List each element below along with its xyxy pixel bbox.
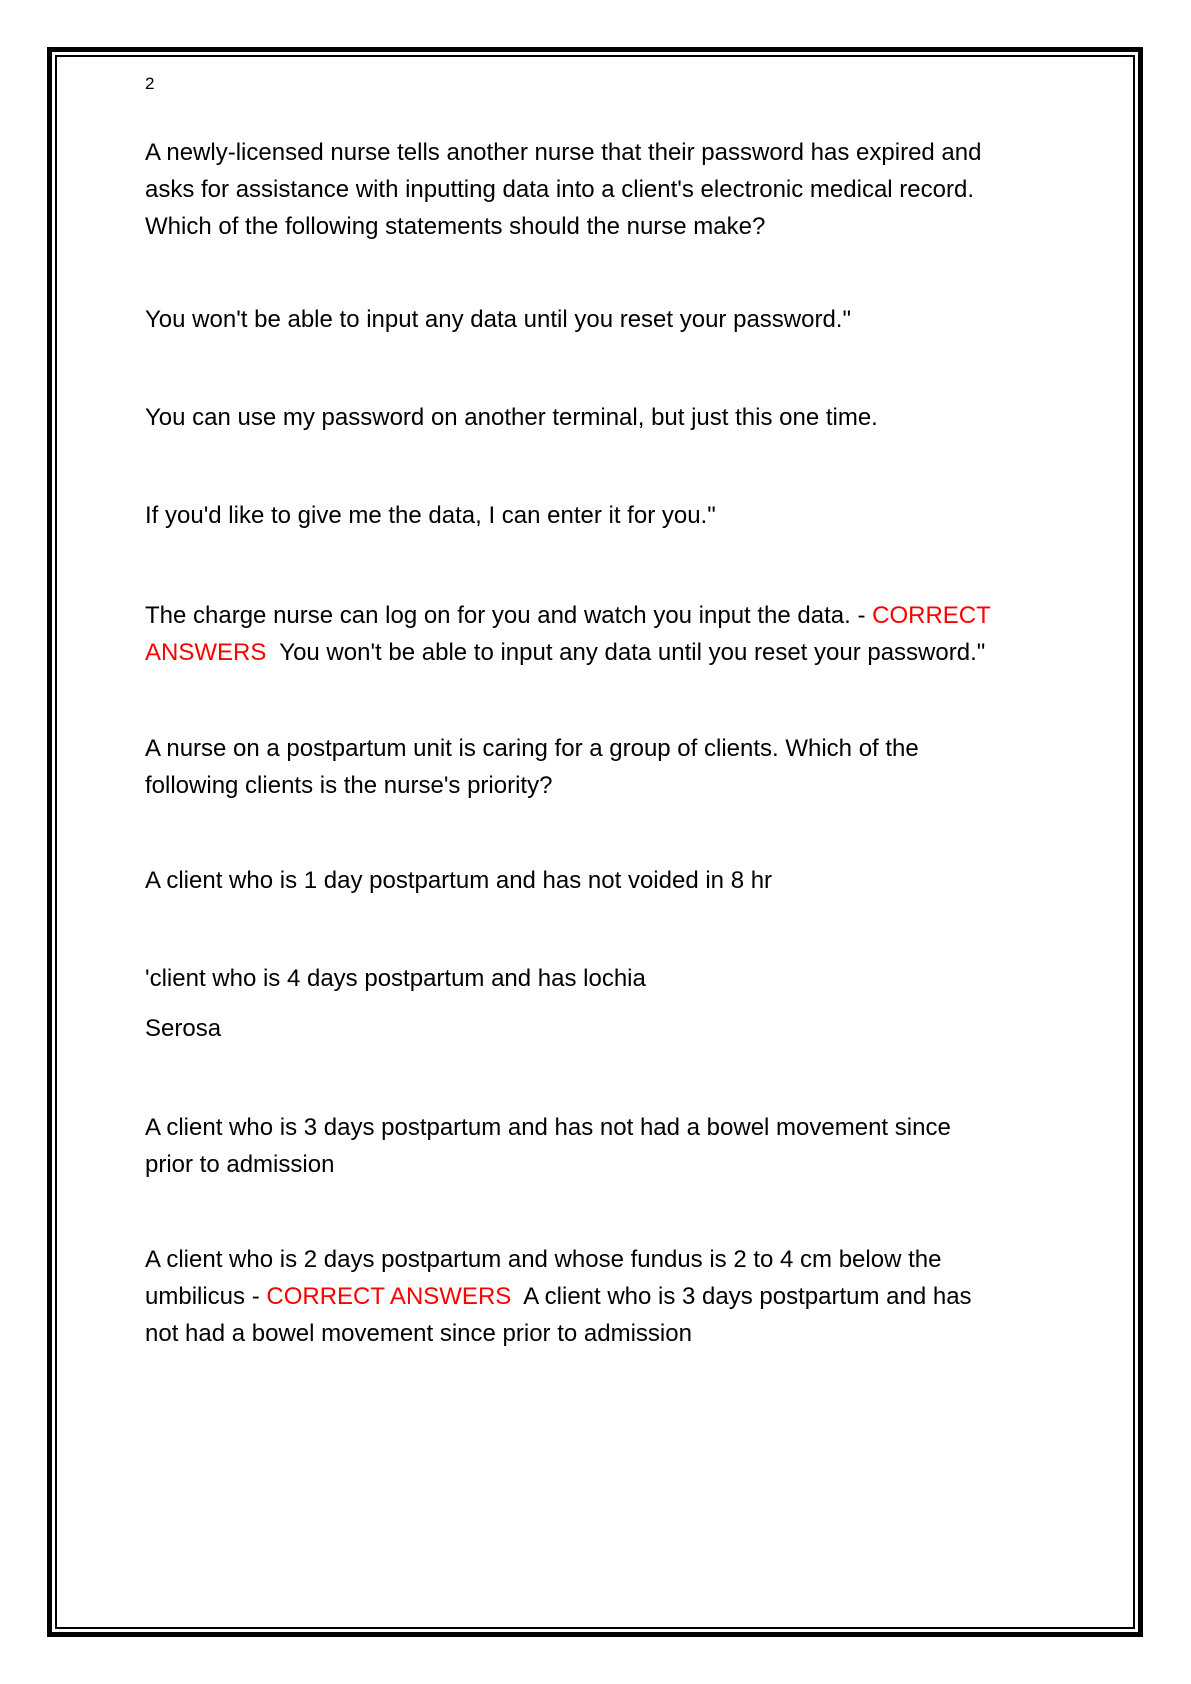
question-1-stem: A newly-licensed nurse tells another nurse that their password has expired and asks for assistance with inputting data into a client's electronic medical record. Which of the following statements should the nurse make? [145,139,982,240]
question-2-correct-label: CORRECT ANSWERS [266,1283,512,1310]
question-2-option-2-continued: Serosa [145,1015,222,1042]
page-border-inner [55,55,1135,1629]
question-2-option-4-with-answer [145,1241,1005,1352]
question-2-option-1: A client who is 1 day postpartum and has not voided in 8 hr [145,867,773,894]
question-2-option-3: A client who is 3 days postpartum and has not had a bowel movement since prior to admission [145,1114,951,1178]
question-2-option-4: A client who is 2 days postpartum and whose fundus is 2 to 4 cm below the umbilicus - [145,1246,942,1310]
question-1-option-1: You won't be able to input any data until you reset your password." [145,306,851,333]
question-2-option-2: 'client who is 4 days postpartum and has lochia [145,965,646,992]
question-2-stem: A nurse on a postpartum unit is caring for a group of clients. Which of the following clients is the nurse's priority? [145,735,919,799]
question-1-option-4: The charge nurse can log on for you and watch you input the data. - [145,602,873,629]
question-1-option-2: You can use my password on another terminal, but just this one time. [145,404,878,431]
question-1-correct-label: CORRECT ANSWERS [145,602,991,666]
question-1-option-4-with-answer [145,597,1005,671]
question-2-correct-answer: A client who is 3 days postpartum and has not had a bowel movement since prior to admission [145,1283,972,1347]
question-1-correct-answer: You won't be able to input any data until you reset your password." [279,639,986,666]
question-1-option-3: If you'd like to give me the data, I can enter it for you." [145,502,716,529]
page-number: 2 [145,74,155,93]
